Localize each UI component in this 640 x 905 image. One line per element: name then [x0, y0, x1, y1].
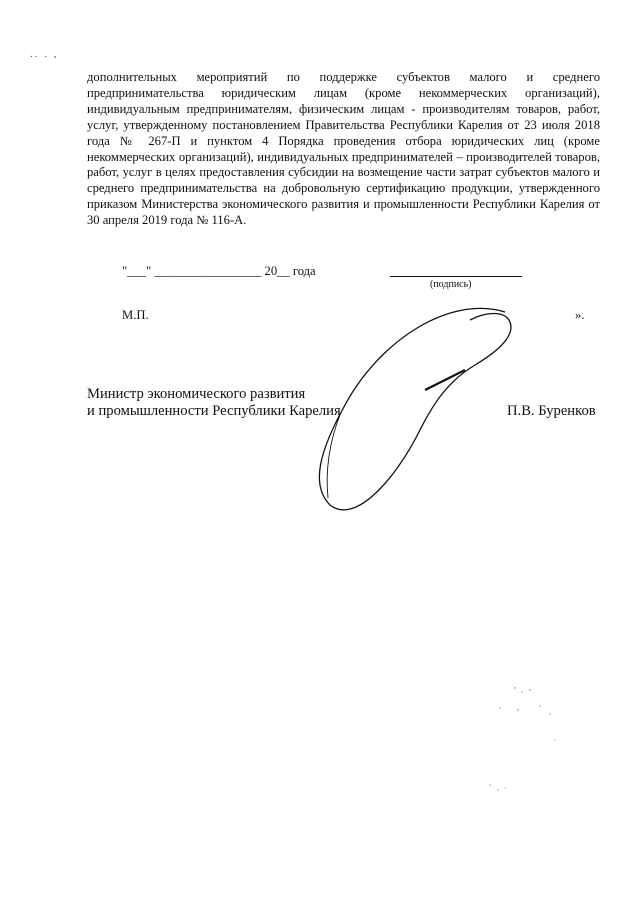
date-line: "___" _________________ 20__ года [122, 264, 316, 278]
signatory-title-line2: и промышленности Республики Карелия [87, 403, 341, 419]
signatory-title-line1: Министр экономического развития [87, 386, 306, 402]
scan-noise [470, 680, 570, 810]
scan-specks: .. . , [30, 48, 59, 60]
handwritten-signature [300, 300, 530, 520]
body-paragraph: дополнительных мероприятий по поддержке субъектов малого и среднего предпринимательства юридическим лицам (кроме некоммерческих организаций), индивидуальным предпринимателям, физическим лицам - производителям товаров, работ, услуг, утвержденному постановлением Правительства Республики Карелия от 23 июля 2018 года № 267-П и пунктом 4 Порядка проведения отбора юридических лиц (кроме некоммерческих организаций), индивидуальных предпринимателей – производителей товаров, работ, услуг в целях предоставления субсидии на возмещение части затрат субъектов малого и среднего предпринимательства на добровольную сертификацию продукции, утвержденного приказом Министерства экономического развития и промышленности Республики Карелия от 30 апреля 2019 года № 116-А. [87, 70, 600, 228]
stamp-label: М.П. [122, 308, 149, 322]
signatory-name: П.В. Буренков [507, 403, 596, 419]
signature-label: (подпись) [430, 279, 472, 290]
closing-quote: ». [575, 308, 585, 322]
signature-line [390, 276, 522, 277]
